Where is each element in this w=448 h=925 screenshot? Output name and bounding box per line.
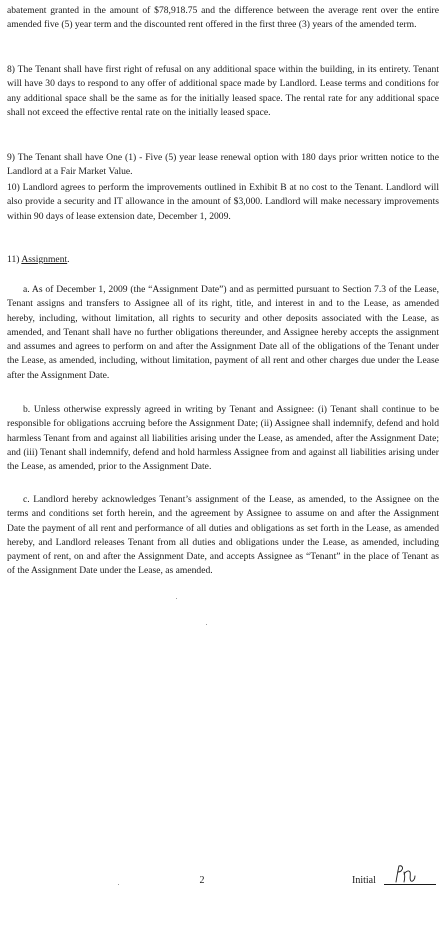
paragraph-b-responsibilities: b. Unless otherwise expressly agreed in writing by Tenant and Assignee: (i) Tenant shall continue to be responsible for obligations accruing before the Assignment Date; (ii) Assignee shall indemnify, defend and hold harmless Tenant from and against all liabilities arising under the Lease, as amended, after the Assignment Date; and (iii) Tenant shall indemnify, defend and hold harmless Assignee from and against all liabilities arising under the Lease, as amended, prior to the Assignment Date. [7, 404, 439, 473]
scan-speck [118, 884, 119, 885]
section-heading-assignment: Assignment [21, 254, 68, 265]
paragraph-11-heading [7, 253, 439, 267]
paragraph-c-landlord-acknowledgement: c. Landlord hereby acknowledges Tenant’s assignment of the Lease, as amended, to the Assignee on the terms and conditions set forth herein, and the agreement by Assignee to assume on and after the Assignment Date the payment of all rent and performance of all duties and obligations as set forth in the Lease, as amended hereby, and Landlord releases Tenant from all duties and obligations under the Lease, as amended, including payment of rent, on and after the Assignment Date, and accepts Assignee as “Tenant” in the place of Tenant as of the Assignment Date under the Lease, as amended. [7, 494, 439, 577]
page-number: 2 [199, 875, 205, 886]
scan-speck [206, 624, 207, 625]
paragraph-a-assignment-terms: a. As of December 1, 2009 (the “Assignment Date”) and as permitted pursuant to Section 7.3 of the Lease, Tenant assigns and transfers to Assignee all of its right, title, and interest in and to the Lease, as amended hereby, including, without limitation, all rights to security and other deposits associated with the Lease, as amended, and Tenant shall have no further obligations thereunder, and Assignee hereby accepts the assignment and assumes and agrees to perform on and after the Assignment Date all of the obligations of the Tenant under the Lease, as amended, including, without limitation, payment of all rent and other charges due under the Lease after the Assignment Date. [7, 284, 439, 381]
section-heading-period: . [67, 254, 70, 265]
paragraph-9-renewal-option: 9) The Tenant shall have One (1) - Five (5) year lease renewal option with 180 days prior written notice to the Landlord at a Fair Market Value. [7, 152, 439, 178]
paragraph-10-improvements: 10) Landlord agrees to perform the improvements outlined in Exhibit B at no cost to the Tenant. Landlord will also provide a security and IT allowance in the amount of $3,000. Landlord will make necessary improvements within 90 days of lease extension date, December 1, 2009. [7, 182, 439, 222]
initial-signature-mark [390, 862, 430, 886]
section-number: 11) [7, 254, 20, 265]
paragraph-8-right-of-refusal: 8) The Tenant shall have first right of refusal on any additional space within the building, in its entirety. Tenant will have 30 days to respond to any offer of additional space made by Landlord. Lease terms and conditions for any additional space shall be the same as for the initially leased space. The rental rate for any additional space shall not exceed the effective rental rate on the initially leased space. [7, 64, 439, 118]
scan-speck [176, 598, 177, 599]
initial-label: Initial [352, 875, 376, 886]
paragraph-abatement-continued: abatement granted in the amount of $78,918.75 and the difference between the average rent over the entire amended five (5) year term and the discounted rent offered in the first three (3) years of the amended term. [7, 5, 439, 31]
